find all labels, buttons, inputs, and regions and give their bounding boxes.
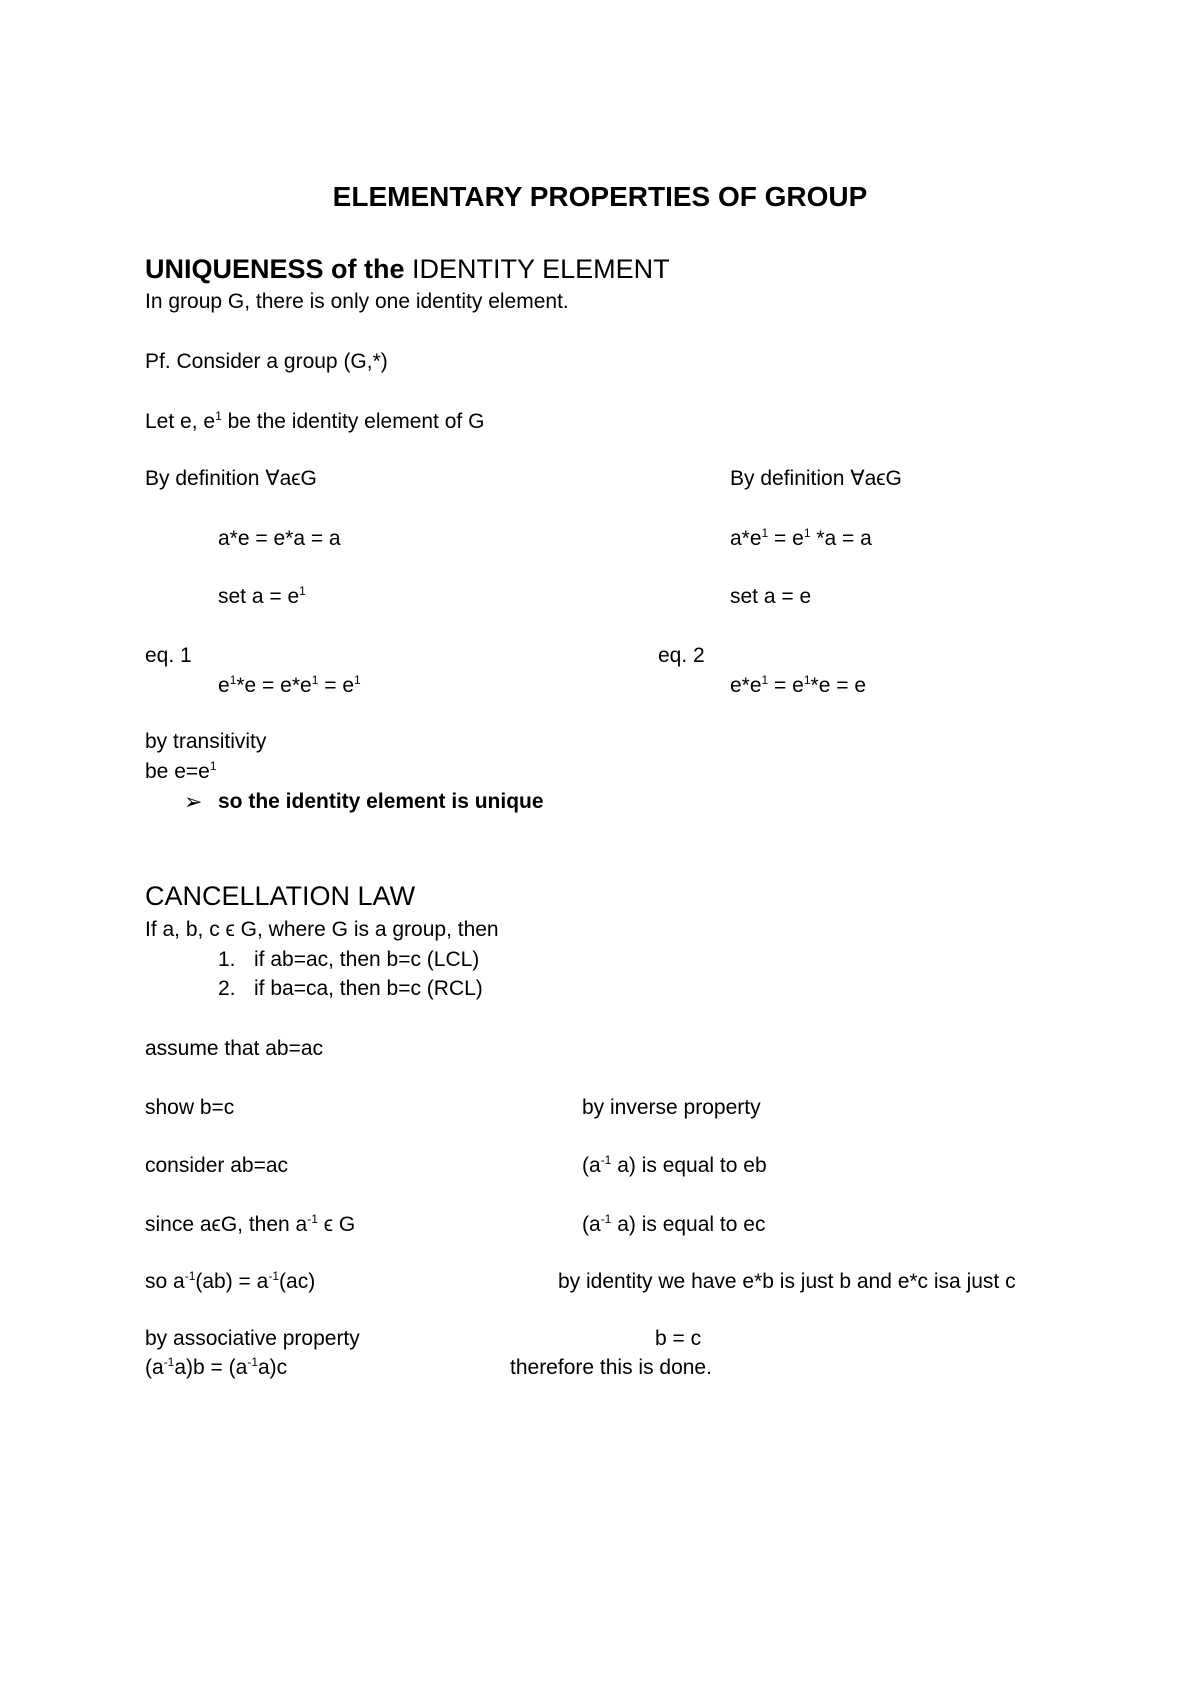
- inverse-eb-line: ($a^{-1}$ a) is equal to eb: [582, 1153, 767, 1177]
- inverse-property-line: by inverse property: [582, 1096, 761, 1119]
- right-identity-equation: $a*e^1 = e^1$ *a = a: [730, 526, 872, 550]
- cancellation-statement: If a, b, c ϵ G, where G is a group, then: [145, 918, 499, 941]
- inverse-ec-line: ($a^{-1}$ a) is equal to ec: [582, 1212, 766, 1236]
- right-set-line: set a = e: [730, 585, 812, 608]
- show-line: show b=c: [145, 1096, 235, 1119]
- right-by-definition: By definition ∀aϵG: [730, 467, 902, 490]
- since-line: since aϵG, then $a^{-1}$ ϵ G: [145, 1212, 356, 1236]
- section-heading-uniqueness: [145, 253, 670, 285]
- list-item-number: 2.: [218, 977, 236, 1000]
- left-by-definition: By definition ∀aϵG: [145, 467, 317, 490]
- identity-line: by identity we have e*b is just b and e*c isa just c: [558, 1270, 1016, 1293]
- section-heading-cancellation: CANCELLATION LAW: [145, 881, 416, 911]
- consider-line: consider ab=ac: [145, 1154, 289, 1177]
- so-line: so $a^{-1}(ab) = a^{-1}(ac)$: [145, 1269, 316, 1293]
- heading-bold-part: UNIQUENESS of the: [145, 254, 405, 284]
- page-title: ELEMENTARY PROPERTIES OF GROUP: [332, 181, 868, 212]
- left-set-line: set $a = e^1$: [218, 584, 306, 608]
- uniqueness-statement: In group G, there is only one identity element.: [145, 290, 569, 313]
- arrow-bullet-icon: ➢: [184, 789, 203, 814]
- eq1-label: eq. 1: [145, 644, 192, 667]
- eq2-equation: $e*e^1 = e^1*e = e$: [730, 673, 866, 697]
- associative-equation: $(a^{-1}a)b = (a^{-1}a)c$: [145, 1355, 288, 1379]
- done-line: therefore this is done.: [510, 1356, 712, 1379]
- list-item: if ab=ac, then b=c (LCL): [254, 948, 480, 971]
- associative-line: by associative property: [145, 1327, 360, 1350]
- eq2-label: eq. 2: [658, 644, 705, 667]
- conclusion-bullet: [184, 789, 202, 816]
- be-line: be $e=e^1$: [145, 759, 217, 783]
- list-item-number: 1.: [218, 948, 236, 971]
- b-equals-c-line: b = c: [655, 1327, 702, 1350]
- heading-light-part: IDENTITY ELEMENT: [412, 254, 670, 284]
- let-line: Let e, $e^1$ be the identity element of G: [145, 409, 485, 433]
- proof-intro: Pf. Consider a group (G,*): [145, 350, 388, 373]
- assume-line: assume that ab=ac: [145, 1037, 324, 1060]
- left-identity-equation: a*e = e*a = a: [218, 527, 341, 550]
- list-item: if ba=ca, then b=c (RCL): [254, 977, 483, 1000]
- transitivity-line: by transitivity: [145, 730, 267, 753]
- eq1-equation: $e^1*e = e*e^1 = e^1$: [218, 673, 361, 697]
- uniqueness-conclusion: so the identity element is unique: [218, 790, 544, 813]
